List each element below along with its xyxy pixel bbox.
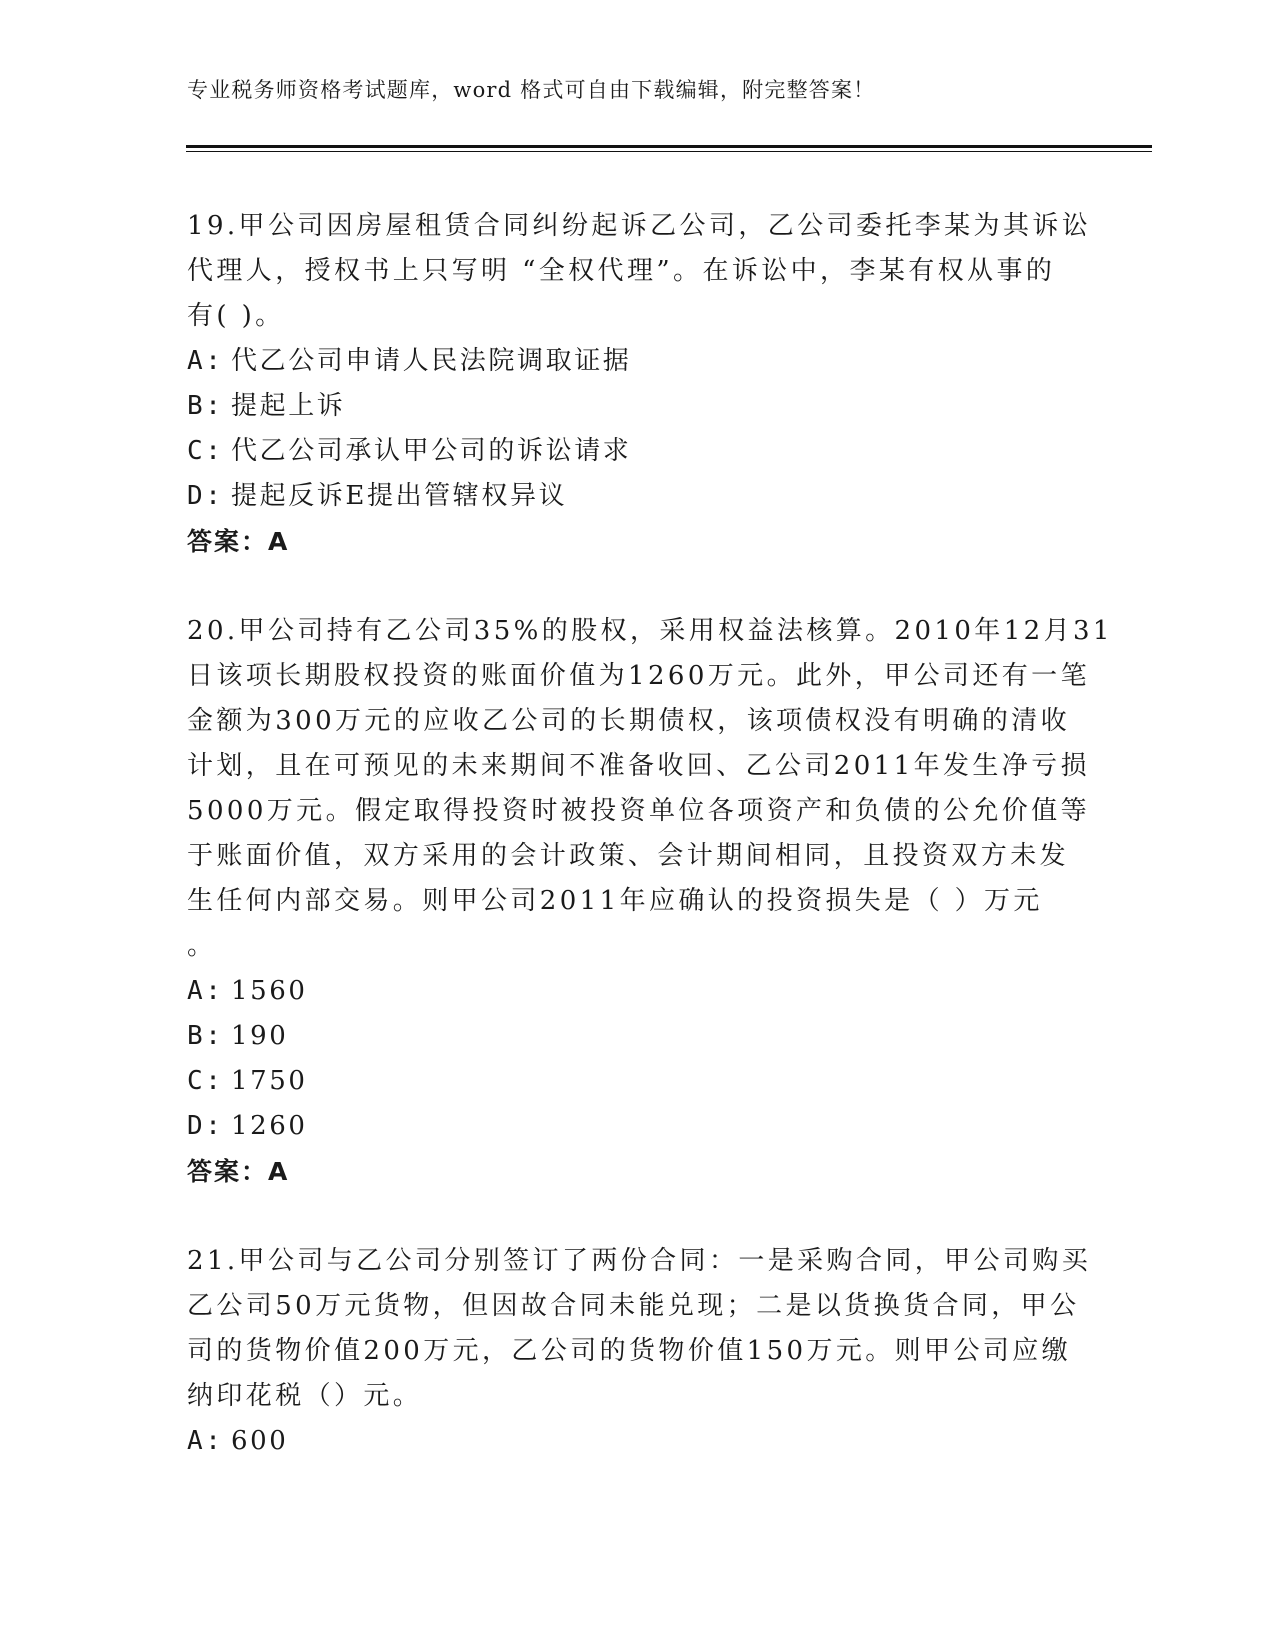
option-letter: A:	[187, 346, 224, 376]
option-letter: D:	[187, 1111, 224, 1141]
option-letter: B:	[187, 391, 224, 421]
option-a	[187, 1419, 1087, 1464]
option-c	[187, 1059, 1087, 1104]
answer-label: 答案：A	[187, 527, 290, 556]
question-text-line: 21.甲公司与乙公司分别签订了两份合同：一是采购合同，甲公司购买	[187, 1246, 1092, 1276]
question-text-line: 计划，且在可预见的未来期间不准备收回、乙公司2011年发生净亏损	[187, 751, 1090, 781]
question-list	[187, 204, 1113, 1464]
option-text: 190	[231, 1021, 289, 1051]
option-text: 提起反诉E提出管辖权异议	[231, 481, 568, 511]
question-spacer	[187, 1194, 1087, 1239]
header-divider	[186, 145, 1152, 148]
question-spacer	[187, 564, 1087, 609]
question-text-line: 。	[187, 931, 217, 961]
option-b	[187, 384, 1087, 429]
question-text-line: 乙公司50万元货物，但因故合同未能兑现；二是以货换货合同，甲公	[187, 1291, 1080, 1321]
page-header: 专业税务师资格考试题库，word 格式可自由下载编辑，附完整答案！	[187, 78, 876, 102]
question-text-line: 5000万元。假定取得投资时被投资单位各项资产和负债的公允价值等	[187, 796, 1090, 826]
option-text: 1260	[231, 1111, 308, 1141]
question-text-line: 19.甲公司因房屋租赁合同纠纷起诉乙公司，乙公司委托李某为其诉讼	[187, 211, 1092, 241]
header-divider-thin	[186, 151, 1152, 152]
question-text-line: 日该项长期股权投资的账面价值为1260万元。此外，甲公司还有一笔	[187, 661, 1090, 691]
question-21	[187, 1239, 1092, 1464]
option-text: 代乙公司申请人民法院调取证据	[231, 346, 632, 376]
option-text: 提起上诉	[231, 391, 346, 421]
question-text-line: 金额为300万元的应收乙公司的长期债权，该项债权没有明确的清收	[187, 706, 1071, 736]
option-c	[187, 429, 1087, 474]
option-letter: B:	[187, 1021, 224, 1051]
option-text: 1750	[231, 1066, 308, 1096]
option-d	[187, 1104, 1087, 1149]
question-text-line: 有( )。	[187, 301, 285, 331]
option-letter: A:	[187, 1426, 224, 1456]
question-20	[187, 609, 1113, 1194]
question-text-line: 纳印花税（）元。	[187, 1381, 423, 1411]
option-a	[187, 969, 1087, 1014]
option-letter: C:	[187, 1066, 224, 1096]
option-letter: D:	[187, 481, 224, 511]
option-d	[187, 474, 1087, 519]
option-letter: A:	[187, 976, 224, 1006]
question-text-line: 生任何内部交易。则甲公司2011年应确认的投资损失是（ ）万元	[187, 886, 1043, 916]
question-text-line: 于账面价值，双方采用的会计政策、会计期间相同，且投资双方未发	[187, 841, 1070, 871]
option-b	[187, 1014, 1087, 1059]
question-text-line: 20.甲公司持有乙公司35%的股权，采用权益法核算。2010年12月31	[187, 616, 1113, 646]
option-a	[187, 339, 1087, 384]
answer-label: 答案：A	[187, 1157, 290, 1186]
question-text-line: 司的货物价值200万元，乙公司的货物价值150万元。则甲公司应缴	[187, 1336, 1072, 1366]
question-19	[187, 204, 1092, 564]
question-text-line: 代理人，授权书上只写明 “全权代理”。在诉讼中，李某有权从事的	[187, 256, 1056, 286]
option-text: 1560	[231, 976, 308, 1006]
option-text: 代乙公司承认甲公司的诉讼请求	[231, 436, 632, 466]
option-letter: C:	[187, 436, 224, 466]
option-text: 600	[231, 1426, 289, 1456]
